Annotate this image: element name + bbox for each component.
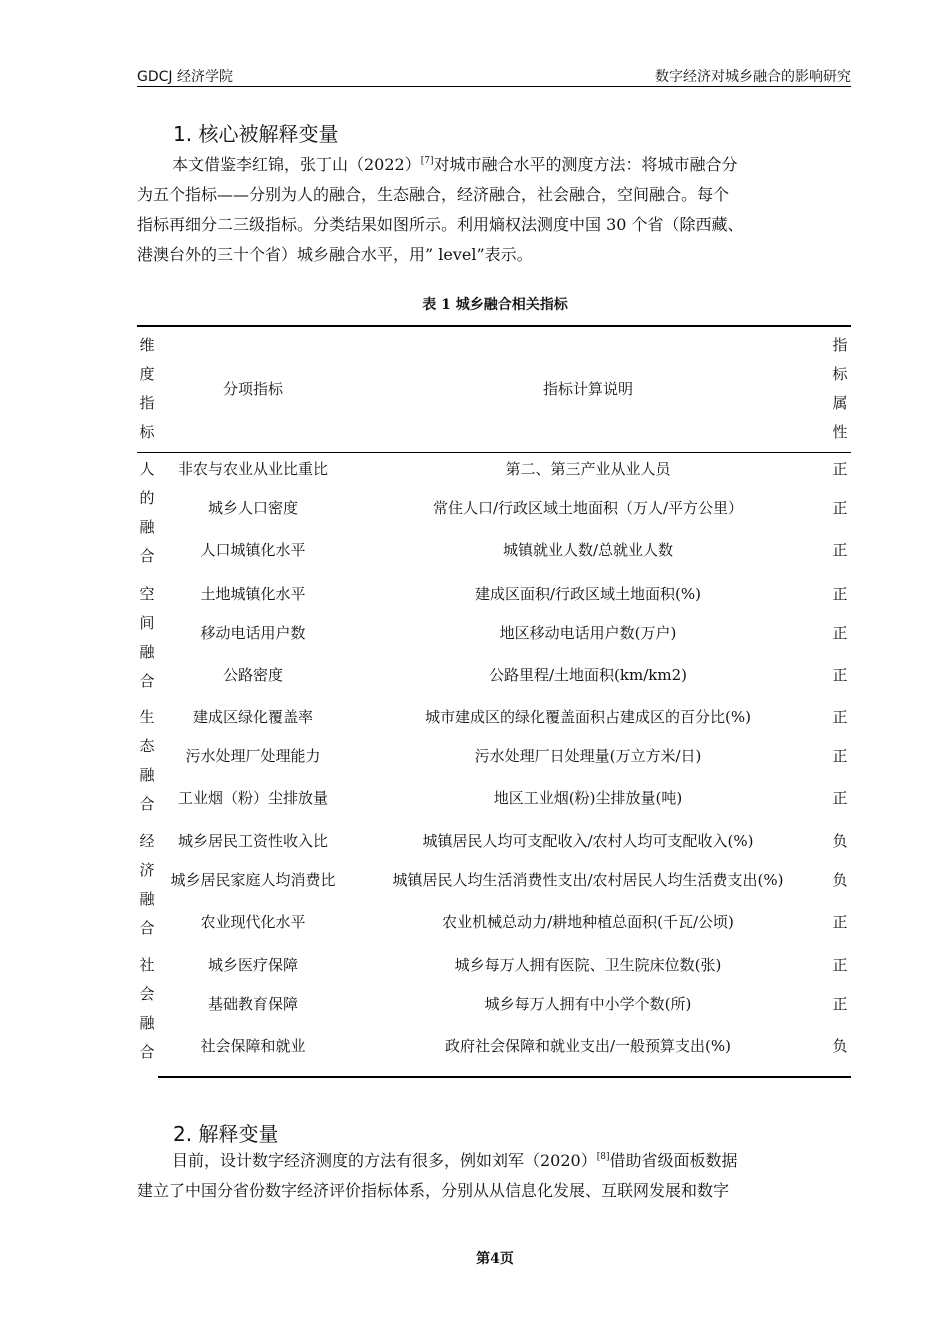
indicator-name: 社会保障和就业 [200, 1037, 306, 1055]
indicator-name: 建成区绿化覆盖率 [192, 708, 313, 726]
indicator-description: 城镇就业人数/总就业人数 [502, 541, 674, 559]
indicator-name: 移动电话用户数 [200, 624, 306, 642]
indicator-description: 第二、第三产业从业人员 [505, 460, 671, 478]
indicator-attribute: 正 [832, 624, 848, 642]
header-attribute: 指 标 属 性 [832, 336, 848, 441]
dimension-label: 人 的 融 合 [139, 460, 155, 565]
indicator-description: 地区移动电话用户数(万户) [499, 624, 677, 642]
paragraph-line: 港澳台外的三十个省）城乡融合水平，用” level”表示。 [137, 245, 533, 264]
table-caption: 表 1 城乡融合相关指标 [422, 297, 568, 313]
paragraph-line: 指标再细分二三级指标。分类结果如图所示。利用熵权法测度中国 30 个省（除西藏、 [137, 215, 744, 234]
indicator-description: 城市建成区的绿化覆盖面积占建成区的百分比(%) [425, 708, 751, 726]
indicator-description: 公路里程/土地面积(km/km2) [489, 666, 687, 684]
indicator-name: 基础教育保障 [207, 995, 298, 1013]
indicator-attribute: 正 [832, 585, 848, 603]
section2-paragraph [137, 1146, 854, 1206]
indicator-description: 常住人口/行政区域土地面积（万人/平方公里） [432, 499, 744, 517]
dimension-label: 经 济 融 合 [139, 832, 155, 937]
indicator-attribute: 负 [832, 871, 848, 889]
indicator-attribute: 正 [832, 708, 848, 726]
table-bottom-rule [158, 1076, 851, 1078]
indicator-description: 污水处理厂日处理量(万立方米/日) [474, 747, 702, 765]
indicator-description: 政府社会保障和就业支出/一般预算支出(%) [444, 1037, 731, 1055]
header-indicator: 分项指标 [222, 380, 283, 398]
header-institution: GDCJ 经济学院 [137, 69, 233, 85]
paragraph-line: 本文借鉴李红锦，张丁山（2022）[7]对城市融合水平的测度方法：将城市融合分 [172, 155, 738, 174]
indicator-name: 土地城镇化水平 [200, 585, 306, 603]
indicator-name: 污水处理厂处理能力 [185, 747, 321, 765]
indicator-name: 城乡医疗保障 [207, 956, 298, 974]
table-header-rule [137, 452, 851, 453]
indicator-attribute: 正 [832, 499, 848, 517]
paragraph-line: 目前，设计数字经济测度的方法有很多，例如刘军（2020）[8]借助省级面板数据 [172, 1151, 738, 1170]
page-number: 第4页 [476, 1251, 514, 1267]
indicator-name: 农业现代化水平 [200, 913, 306, 931]
indicator-attribute: 正 [832, 913, 848, 931]
section1-paragraph [137, 150, 854, 270]
indicator-attribute: 正 [832, 460, 848, 478]
indicator-description: 城乡每万人拥有医院、卫生院床位数(张) [454, 956, 722, 974]
indicator-name: 非农与农业从业比重比 [177, 460, 328, 478]
indicator-description: 地区工业烟(粉)尘排放量(吨) [493, 789, 683, 807]
indicator-name: 工业烟（粉）尘排放量 [177, 789, 328, 807]
indicator-name: 人口城镇化水平 [200, 541, 306, 559]
indicator-name: 公路密度 [222, 666, 283, 684]
citation-ref: [7] [420, 156, 434, 166]
indicator-description: 城镇居民人均可支配收入/农村人均可支配收入(%) [422, 832, 754, 850]
citation-ref: [8] [596, 1152, 610, 1162]
indicator-attribute: 正 [832, 956, 848, 974]
indicator-description: 城镇居民人均生活消费性支出/农村居民人均生活费支出(%) [392, 871, 784, 889]
dimension-label: 生 态 融 合 [139, 708, 155, 813]
indicator-description: 建成区面积/行政区域土地面积(%) [474, 585, 701, 603]
indicator-attribute: 正 [832, 995, 848, 1013]
indicator-attribute: 负 [832, 832, 848, 850]
indicator-attribute: 正 [832, 666, 848, 684]
indicator-name: 城乡居民家庭人均消费比 [170, 871, 336, 889]
table-top-rule [137, 325, 851, 327]
indicator-name: 城乡人口密度 [207, 499, 298, 517]
indicator-description: 城乡每万人拥有中小学个数(所) [484, 995, 692, 1013]
section1-heading: 1. 核心被解释变量 [173, 122, 339, 146]
dimension-label: 空 间 融 合 [139, 585, 155, 690]
indicator-attribute: 正 [832, 789, 848, 807]
indicator-attribute: 负 [832, 1037, 848, 1055]
indicator-description: 农业机械总动力/耕地种植总面积(千瓦/公顷) [442, 913, 734, 931]
header-dimension: 维 度 指 标 [139, 336, 155, 441]
header-rule [137, 86, 851, 87]
indicator-attribute: 正 [832, 747, 848, 765]
section2-heading: 2. 解释变量 [173, 1122, 279, 1146]
indicator-name: 城乡居民工资性收入比 [177, 832, 328, 850]
paragraph-line: 为五个指标——分别为人的融合，生态融合，经济融合，社会融合，空间融合。每个 [137, 185, 730, 204]
header-paper-title: 数字经济对城乡融合的影响研究 [655, 69, 851, 85]
indicator-attribute: 正 [832, 541, 848, 559]
paragraph-line: 建立了中国分省份数字经济评价指标体系，分别从从信息化发展、互联网发展和数字 [137, 1181, 730, 1200]
header-description: 指标计算说明 [542, 380, 633, 398]
dimension-label: 社 会 融 合 [139, 956, 155, 1061]
